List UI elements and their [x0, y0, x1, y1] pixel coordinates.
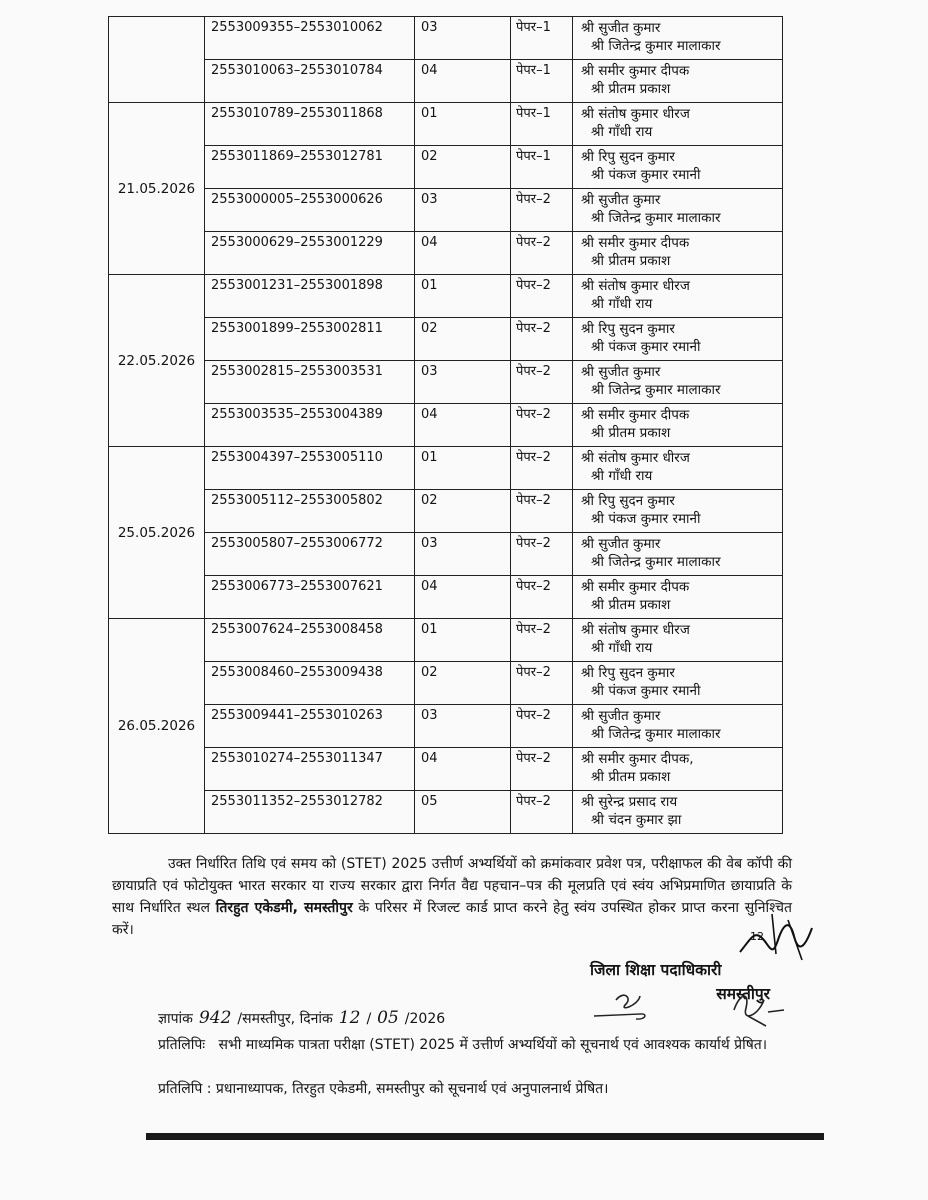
roll-range-cell: 2553000005–2553000626 [205, 189, 415, 232]
officials-cell [573, 447, 783, 490]
counter-number-cell: 03 [415, 361, 511, 404]
counter-number-cell: 03 [415, 189, 511, 232]
copy-text-2: प्रधानाध्यापक, तिरहुत एकेडमी, समस्तीपुर को सूचनार्थ एवं अनुपालनार्थ प्रेषित। [215, 1081, 609, 1097]
table-row [109, 447, 783, 490]
roll-range-cell: 2553006773–2553007621 [205, 576, 415, 619]
table-row [109, 318, 783, 361]
paper-cell: पेपर–2 [511, 619, 573, 662]
official-name: श्री जितेन्द्र कुमार मालाकार [591, 210, 721, 226]
official-name: श्री सुजीत कुमार [581, 708, 661, 724]
notice-part2: के परिसर में रिजल्ट कार्ड प्राप्त करने हेतु स्वंय उपस्थित होकर प्राप्त करना सुनिश्चित करें। [112, 900, 793, 938]
paper-cell: पेपर–2 [511, 189, 573, 232]
official-name: श्री पंकज कुमार रमानी [591, 339, 701, 355]
table-row [109, 17, 783, 60]
counter-number-cell: 04 [415, 576, 511, 619]
official-name: श्री जितेन्द्र कुमार मालाकार [591, 726, 721, 742]
paper-cell: पेपर–2 [511, 748, 573, 791]
reference-day: 12 [338, 1008, 361, 1028]
reference-place: /समस्तीपुर, दिनांक [237, 1011, 333, 1027]
paper-cell: पेपर–2 [511, 404, 573, 447]
table-row [109, 275, 783, 318]
roll-range-cell: 2553004397–2553005110 [205, 447, 415, 490]
counter-number-cell: 01 [415, 447, 511, 490]
paper-cell: पेपर–2 [511, 361, 573, 404]
reference-line: ज्ञापांक 942 /समस्तीपुर, दिनांक 12 / 05 /2026 [158, 1008, 446, 1028]
official-name: श्री समीर कुमार दीपक [581, 63, 690, 79]
copy-line-2 [158, 1078, 798, 1100]
counter-number-cell: 01 [415, 275, 511, 318]
handwritten-date-digits: 12 [750, 930, 764, 943]
officials-cell [573, 146, 783, 189]
table-row [109, 60, 783, 103]
officials-cell [573, 576, 783, 619]
official-name: श्री रिपु सुदन कुमार [581, 665, 675, 681]
roll-range-cell: 2553010063–2553010784 [205, 60, 415, 103]
official-name: श्री संतोष कुमार धीरज [581, 450, 690, 466]
official-name: श्री जितेन्द्र कुमार मालाकार [591, 382, 721, 398]
officials-cell [573, 619, 783, 662]
paper-cell: पेपर–1 [511, 146, 573, 189]
officials-cell [573, 361, 783, 404]
roll-range-cell: 2553001231–2553001898 [205, 275, 415, 318]
copy-line-1 [158, 1034, 798, 1056]
roll-range-cell: 2553009441–2553010263 [205, 705, 415, 748]
table-row [109, 576, 783, 619]
counter-number-cell: 03 [415, 17, 511, 60]
official-name: श्री प्रीतम प्रकाश [591, 769, 671, 785]
paper-cell: पेपर–2 [511, 490, 573, 533]
reference-month: 05 [377, 1008, 399, 1028]
officials-cell [573, 232, 783, 275]
roll-range-cell: 2553010789–2553011868 [205, 103, 415, 146]
notice-paragraph [112, 853, 792, 941]
official-name: श्री गाँधी राय [591, 640, 653, 656]
officials-cell [573, 404, 783, 447]
official-name: श्री चंदन कुमार झा [591, 812, 682, 828]
table-row [109, 705, 783, 748]
reference-year: /2026 [404, 1011, 446, 1027]
official-name: श्री रिपु सुदन कुमार [581, 493, 675, 509]
official-name: श्री सुजीत कुमार [581, 20, 661, 36]
roll-range-cell: 2553009355–2553010062 [205, 17, 415, 60]
roll-range-cell: 2553011869–2553012781 [205, 146, 415, 189]
official-name: श्री सुरेन्द्र प्रसाद राय [581, 794, 678, 810]
copy-label-2: प्रतिलिपि : [158, 1081, 212, 1097]
roll-range-cell: 2553001899–2553002811 [205, 318, 415, 361]
official-name: श्री सुजीत कुमार [581, 536, 661, 552]
table-row [109, 662, 783, 705]
exam-date-cell: 21.05.2026 [109, 103, 205, 275]
officials-cell [573, 60, 783, 103]
paper-cell: पेपर–2 [511, 791, 573, 834]
table-row [109, 103, 783, 146]
officials-cell [573, 490, 783, 533]
official-name: श्री गाँधी राय [591, 296, 653, 312]
counter-number-cell: 04 [415, 232, 511, 275]
table-row [109, 533, 783, 576]
notice-venue: तिरहुत एकेडमी, समस्तीपुर [215, 900, 353, 916]
bottom-rule [146, 1133, 824, 1140]
officials-cell [573, 189, 783, 232]
roll-range-cell: 2553011352–2553012782 [205, 791, 415, 834]
counter-number-cell: 02 [415, 318, 511, 361]
officials-cell [573, 275, 783, 318]
officials-cell [573, 748, 783, 791]
official-name: श्री गाँधी राय [591, 124, 653, 140]
roll-range-cell: 2553010274–2553011347 [205, 748, 415, 791]
officials-cell [573, 318, 783, 361]
officials-cell [573, 662, 783, 705]
table-row [109, 361, 783, 404]
official-name: श्री संतोष कुमार धीरज [581, 622, 690, 638]
paper-cell: पेपर–2 [511, 275, 573, 318]
counter-number-cell: 02 [415, 490, 511, 533]
table-row [109, 232, 783, 275]
officials-cell [573, 103, 783, 146]
official-name: श्री प्रीतम प्रकाश [591, 253, 671, 269]
table-row [109, 791, 783, 834]
table-row [109, 490, 783, 533]
officer-designation: जिला शिक्षा पदाधिकारी [590, 961, 722, 979]
paper-cell: पेपर–1 [511, 60, 573, 103]
official-name: श्री प्रीतम प्रकाश [591, 425, 671, 441]
exam-date-cell: 26.05.2026 [109, 619, 205, 834]
counter-number-cell: 04 [415, 60, 511, 103]
roll-range-cell: 2553007624–2553008458 [205, 619, 415, 662]
official-name: श्री प्रीतम प्रकाश [591, 597, 671, 613]
counter-number-cell: 04 [415, 404, 511, 447]
official-name: श्री सुजीत कुमार [581, 364, 661, 380]
counter-number-cell: 02 [415, 662, 511, 705]
counter-number-cell: 04 [415, 748, 511, 791]
paper-cell: पेपर–2 [511, 447, 573, 490]
official-name: श्री रिपु सुदन कुमार [581, 149, 675, 165]
schedule-body [109, 17, 783, 834]
officer-place: समस्तीपुर [716, 985, 770, 1003]
officials-cell [573, 791, 783, 834]
counter-number-cell: 01 [415, 103, 511, 146]
official-name: श्री समीर कुमार दीपक [581, 579, 690, 595]
exam-date-cell: 25.05.2026 [109, 447, 205, 619]
paper-cell: पेपर–1 [511, 17, 573, 60]
roll-range-cell: 2553002815–2553003531 [205, 361, 415, 404]
counter-number-cell: 03 [415, 533, 511, 576]
counter-number-cell: 01 [415, 619, 511, 662]
copy-text-1: सभी माध्यमिक पात्रता परीक्षा (STET) 2025 में उत्तीर्ण अभ्यर्थियों को सूचनार्थ एवं आवश्यक कार्यार्थ प्रेषित। [218, 1037, 768, 1053]
counter-number-cell: 02 [415, 146, 511, 189]
counter-number-cell: 03 [415, 705, 511, 748]
exam-date-cell [109, 17, 205, 103]
officials-cell [573, 705, 783, 748]
reference-number: 942 [198, 1008, 232, 1028]
paper-cell: पेपर–2 [511, 318, 573, 361]
official-name: श्री जितेन्द्र कुमार मालाकार [591, 38, 721, 54]
roll-range-cell: 2553003535–2553004389 [205, 404, 415, 447]
copy-label-1: प्रतिलिपिः [158, 1037, 206, 1053]
officials-cell [573, 17, 783, 60]
paper-cell: पेपर–2 [511, 662, 573, 705]
official-name: श्री संतोष कुमार धीरज [581, 106, 690, 122]
roll-range-cell: 2553005112–2553005802 [205, 490, 415, 533]
table-row [109, 189, 783, 232]
table-row [109, 619, 783, 662]
table-row [109, 146, 783, 189]
official-name: श्री प्रीतम प्रकाश [591, 81, 671, 97]
official-name: श्री पंकज कुमार रमानी [591, 511, 701, 527]
official-name: श्री पंकज कुमार रमानी [591, 167, 701, 183]
exam-date-cell: 22.05.2026 [109, 275, 205, 447]
table-row [109, 404, 783, 447]
official-name: श्री जितेन्द्र कुमार मालाकार [591, 554, 721, 570]
official-name: श्री गाँधी राय [591, 468, 653, 484]
official-name: श्री समीर कुमार दीपक, [581, 751, 694, 767]
notice-part1: उक्त निर्धारित तिथि एवं समय को (STET) 2025 उत्तीर्ण अभ्यर्थियों को क्रमांकवार प्रवेश पत्र, परीक्षाफल की वेब कॉपी की छायाप्रति एवं फोटोयुक्त भारत सरकार या राज्य सरकार द्वारा निर्गत वैद्य पहचान–पत्र की मूलप्रति एवं स्वंय अभिप्रमाणित छायाप्रति के साथ निर्धारित स्थल [112, 856, 792, 916]
officials-cell [573, 533, 783, 576]
paper-cell: पेपर–1 [511, 103, 573, 146]
counter-number-cell: 05 [415, 791, 511, 834]
table-row [109, 748, 783, 791]
official-name: श्री समीर कुमार दीपक [581, 235, 690, 251]
official-name: श्री सुजीत कुमार [581, 192, 661, 208]
roll-range-cell: 2553000629–2553001229 [205, 232, 415, 275]
schedule-table [108, 16, 783, 834]
official-name: श्री पंकज कुमार रमानी [591, 683, 701, 699]
paper-cell: पेपर–2 [511, 705, 573, 748]
official-name: श्री रिपु सुदन कुमार [581, 321, 675, 337]
paper-cell: पेपर–2 [511, 232, 573, 275]
roll-range-cell: 2553005807–2553006772 [205, 533, 415, 576]
reference-label: ज्ञापांक [158, 1011, 193, 1027]
paper-cell: पेपर–2 [511, 533, 573, 576]
roll-range-cell: 2553008460–2553009438 [205, 662, 415, 705]
official-name: श्री संतोष कुमार धीरज [581, 278, 690, 294]
paper-cell: पेपर–2 [511, 576, 573, 619]
official-name: श्री समीर कुमार दीपक [581, 407, 690, 423]
